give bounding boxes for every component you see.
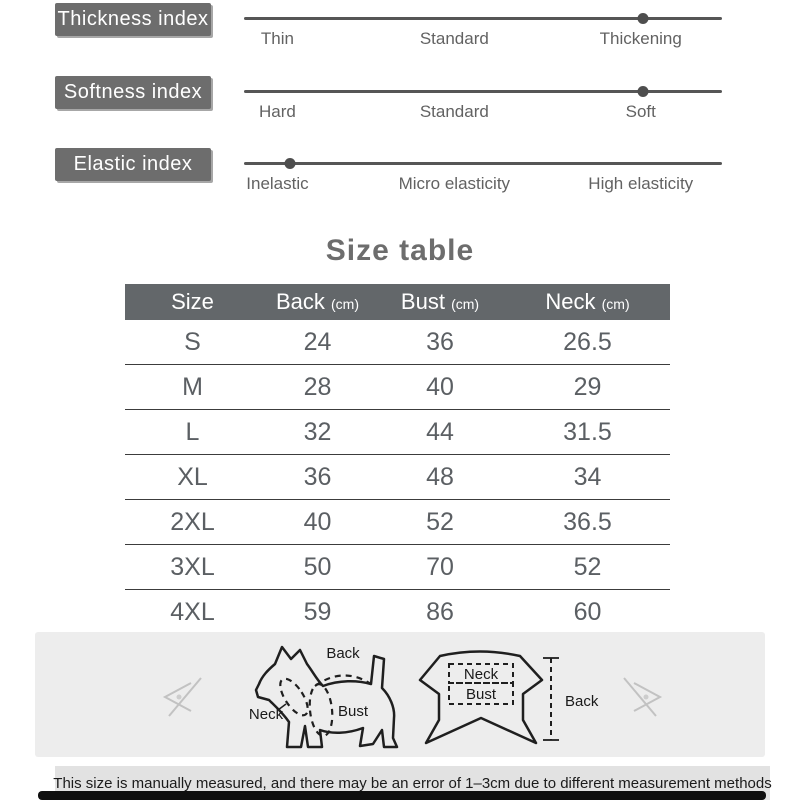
size-table-header-row [125, 284, 670, 320]
col-header-back: Back (cm) [260, 284, 375, 320]
elastic-index-label: Elastic index [55, 148, 211, 181]
cell-back: 40 [260, 500, 375, 545]
slider-dot [638, 13, 649, 24]
table-row [125, 500, 670, 545]
cell-size: S [125, 320, 260, 365]
cell-back: 32 [260, 410, 375, 455]
col-header-neck: Neck (cm) [505, 284, 670, 320]
table-row [125, 410, 670, 455]
unit-label: (cm) [331, 296, 360, 312]
cell-size: 4XL [170, 597, 215, 626]
option-high-elasticity: High elasticity [588, 174, 694, 193]
dog-and-garment-diagram [245, 640, 625, 755]
cell-neck: 29 [505, 365, 670, 410]
option-hard: Hard [259, 102, 296, 121]
slider-line [244, 17, 722, 20]
thickness-index-label: Thickness index [55, 3, 211, 36]
cell-neck: 31.5 [505, 410, 670, 455]
option-thickening: Thickening [599, 29, 682, 48]
cell-size: M [125, 365, 260, 410]
col-header-bust: Bust (cm) [375, 284, 505, 320]
cell-neck: 60 [573, 597, 602, 626]
cell-neck: 36.5 [505, 500, 670, 545]
measurement-note-text: This size is manually measured, and there may be an error of 1–3cm due to different measurement methods [53, 774, 772, 792]
dog-back-label: Back [326, 645, 360, 662]
cell-back: 28 [260, 365, 375, 410]
cell-back: 36 [260, 455, 375, 500]
cell-bust: 52 [375, 500, 505, 545]
carousel-next-icon[interactable] [620, 677, 668, 717]
cell-neck: 26.5 [505, 320, 670, 365]
index-row-thickness [0, 3, 800, 67]
slider-dot [638, 86, 649, 97]
option-standard: Standard [419, 102, 489, 121]
cell-back: 24 [260, 320, 375, 365]
garment-back-label: Back [565, 693, 599, 710]
cell-back: 50 [260, 545, 375, 590]
cell-size: XL [125, 455, 260, 500]
table-row [125, 320, 670, 365]
unit-label: (cm) [451, 296, 480, 312]
cell-size: L [125, 410, 260, 455]
cell-size: 3XL [125, 545, 260, 590]
dog-neck-label: Neck [248, 706, 284, 723]
garment-neck-label: Neck [463, 666, 499, 683]
dog-outline [256, 647, 397, 747]
cell-bust: 48 [375, 455, 505, 500]
table-row [125, 365, 670, 410]
carousel-prev-icon[interactable] [157, 677, 205, 717]
thickness-slider-track [244, 3, 722, 63]
softness-slider-track [244, 76, 722, 136]
table-row [125, 545, 670, 590]
table-row [125, 455, 670, 500]
cell-bust: 44 [375, 410, 505, 455]
elastic-slider-track [244, 148, 722, 208]
slider-dot [285, 158, 296, 169]
option-standard: Standard [419, 29, 489, 48]
cell-bust: 36 [375, 320, 505, 365]
dog-bust-label: Bust [337, 703, 369, 720]
cell-bust: 40 [375, 365, 505, 410]
measurement-diagram-panel [35, 632, 765, 757]
bottom-divider-bar [38, 791, 766, 800]
garment-bust-label: Bust [465, 686, 497, 703]
cell-neck: 52 [505, 545, 670, 590]
index-row-elastic [0, 148, 800, 212]
slider-line [244, 90, 722, 93]
cell-size: 2XL [125, 500, 260, 545]
option-micro-elasticity: Micro elasticity [398, 174, 511, 193]
cell-bust: 70 [375, 545, 505, 590]
unit-label: (cm) [601, 296, 630, 312]
option-inelastic: Inelastic [246, 174, 309, 193]
slider-line [244, 162, 722, 165]
col-header-size: Size [125, 284, 260, 320]
cell-neck: 34 [505, 455, 670, 500]
option-thin: Thin [260, 29, 294, 48]
softness-index-label: Softness index [55, 76, 211, 109]
option-soft: Soft [625, 102, 656, 121]
size-table-title: Size table [325, 234, 475, 267]
table-row [125, 590, 670, 635]
cell-bust: 86 [426, 597, 454, 626]
cell-back: 59 [303, 597, 332, 626]
index-row-softness [0, 76, 800, 140]
size-table [125, 284, 670, 634]
